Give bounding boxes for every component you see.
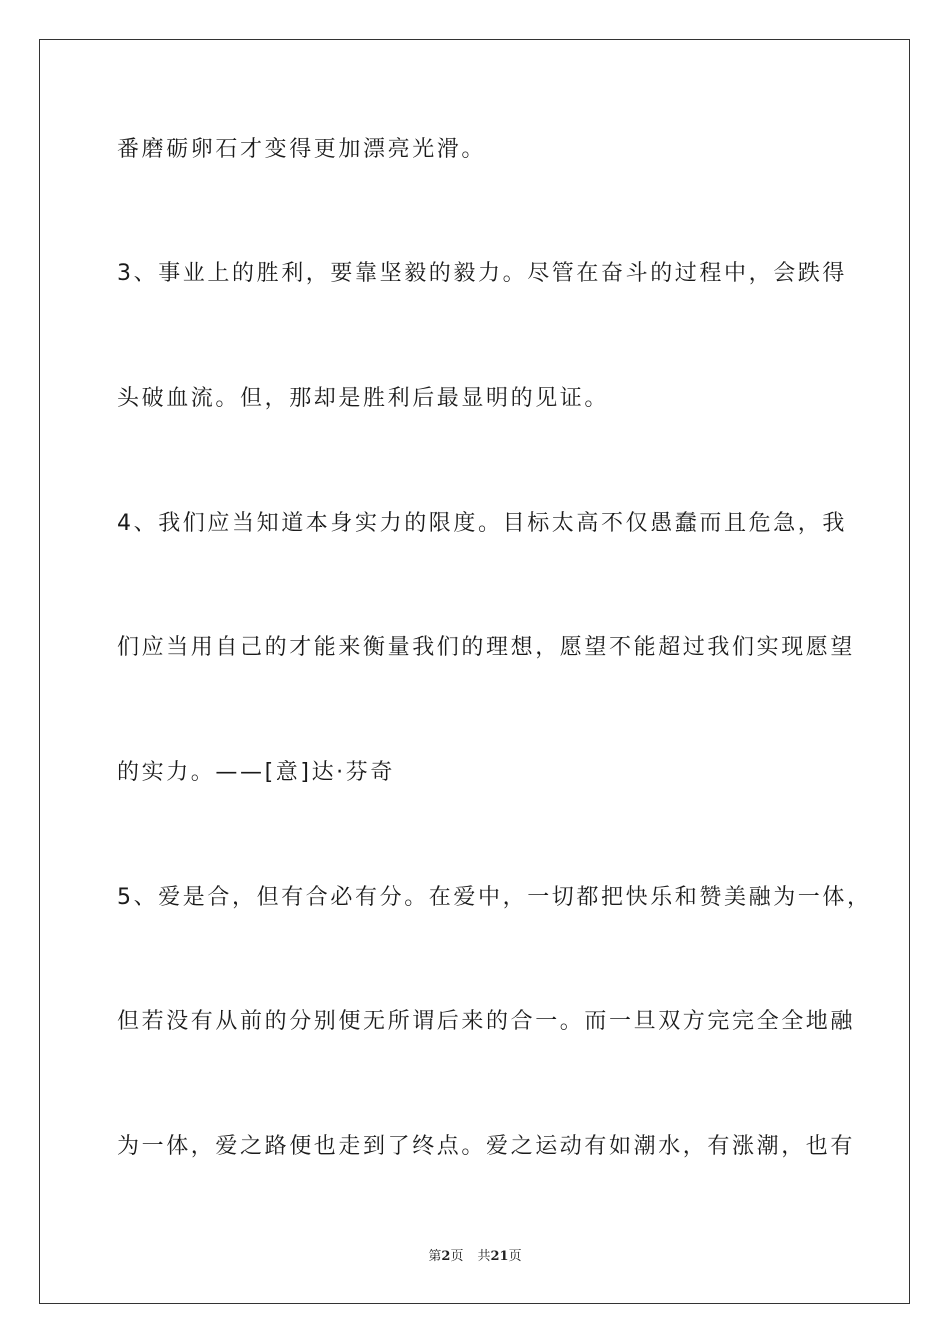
page-number: 2 — [441, 1249, 451, 1264]
total-prefix: 共 — [477, 1249, 491, 1264]
page-suffix: 页 — [450, 1249, 464, 1264]
text-line-5: 们应当用自己的才能来衡量我们的理想，愿望不能超过我们实现愿望 — [117, 635, 856, 660]
text-line-6: 的实力。——[意]达·芬奇 — [117, 760, 395, 785]
text-line-1: 番磨砺卵石才变得更加漂亮光滑。 — [117, 137, 487, 162]
text-line-3: 头破血流。但，那却是胜利后最显明的见证。 — [117, 386, 610, 411]
total-pages: 21 — [490, 1249, 509, 1264]
text-line-7: 5、爱是合，但有合必有分。在爱中，一切都把快乐和赞美融为一体， — [117, 885, 872, 910]
page-prefix: 第 — [428, 1249, 442, 1264]
text-line-9: 为一体，爱之路便也走到了终点。爱之运动有如潮水，有涨潮，也有 — [117, 1134, 856, 1159]
text-line-2: 3、事业上的胜利，要靠坚毅的毅力。尽管在奋斗的过程中，会跌得 — [117, 261, 847, 286]
page-footer — [0, 1248, 950, 1266]
text-line-8: 但若没有从前的分别便无所谓后来的合一。而一旦双方完完全全地融 — [117, 1009, 856, 1034]
total-suffix: 页 — [508, 1249, 522, 1264]
page-border — [39, 39, 910, 1304]
text-line-4: 4、我们应当知道本身实力的限度。目标太高不仅愚蠢而且危急，我 — [117, 511, 847, 536]
